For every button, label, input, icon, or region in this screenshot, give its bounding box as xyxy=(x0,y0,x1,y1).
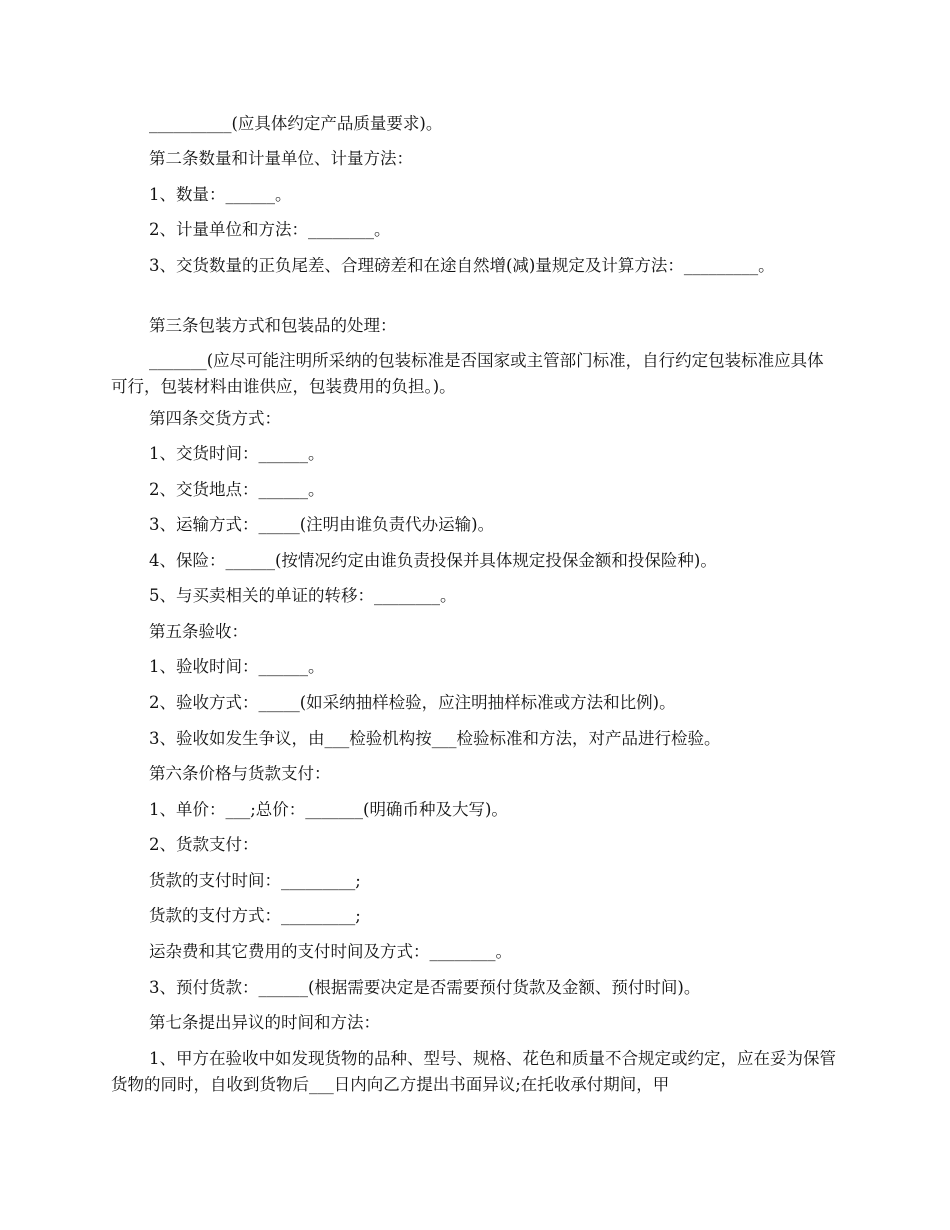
paragraph-objection: 1、甲方在验收中如发现货物的品种、型号、规格、花色和质量不合规定或约定，应在妥为保管货物的同时，自收到货物后___日内向乙方提出书面异议;在托收承付期间，甲 xyxy=(111,1049,836,1094)
paragraph-payment: 2、货款支付： xyxy=(149,835,259,854)
paragraph-packaging: _______(应尽可能注明所采纳的包装标准是否国家或主管部门标准，自行约定包装标准应具体可行，包装材料由谁供应，包装费用的负担。)。 xyxy=(111,351,824,396)
paragraph-unit-method: 2、计量单位和方法：________。 xyxy=(149,220,391,239)
paragraph-payment-method: 货款的支付方式：_________; xyxy=(149,906,361,925)
heading-article-3: 第三条包装方式和包装品的处理： xyxy=(149,316,397,335)
paragraph-delivery-time: 1、交货时间：______。 xyxy=(149,444,325,463)
paragraph-tolerance: 3、交货数量的正负尾差、合理磅差和在途自然增(减)量规定及计算方法：_________。 xyxy=(149,256,775,275)
paragraph-acceptance-dispute: 3、验收如发生争议，由___检验机构按___检验标准和方法，对产品进行检验。 xyxy=(149,729,721,748)
paragraph-prepayment: 3、预付货款：______(根据需要决定是否需要预付货款及金额、预付时间)。 xyxy=(149,978,701,997)
paragraph-acceptance-method: 2、验收方式：_____(如采纳抽样检验，应注明抽样标准或方法和比例)。 xyxy=(149,693,676,712)
heading-article-2: 第二条数量和计量单位、计量方法： xyxy=(149,149,413,168)
paragraph-price: 1、单价：___;总价：_______(明确币种及大写)。 xyxy=(149,800,508,819)
paragraph-payment-time: 货款的支付时间：_________; xyxy=(149,871,361,890)
paragraph-delivery-place: 2、交货地点：______。 xyxy=(149,480,325,499)
heading-article-6: 第六条价格与货款支付： xyxy=(149,764,331,783)
paragraph-quantity: 1、数量：______。 xyxy=(149,185,292,204)
paragraph-acceptance-time: 1、验收时间：______。 xyxy=(149,657,325,676)
heading-article-5: 第五条验收： xyxy=(149,622,248,641)
paragraph-freight-payment: 运杂费和其它费用的支付时间及方式：________。 xyxy=(149,942,512,961)
paragraph-quality-requirement: __________(应具体约定产品质量要求)。 xyxy=(149,114,443,133)
paragraph-insurance: 4、保险：______(按情况约定由谁负责投保并具体规定投保金额和投保险种)。 xyxy=(149,551,717,570)
paragraph-documents-transfer: 5、与买卖相关的单证的转移：________。 xyxy=(149,586,457,605)
paragraph-transport: 3、运输方式：_____(注明由谁负责代办运输)。 xyxy=(149,515,495,534)
heading-article-7: 第七条提出异议的时间和方法： xyxy=(149,1013,380,1032)
heading-article-4: 第四条交货方式： xyxy=(149,409,281,428)
